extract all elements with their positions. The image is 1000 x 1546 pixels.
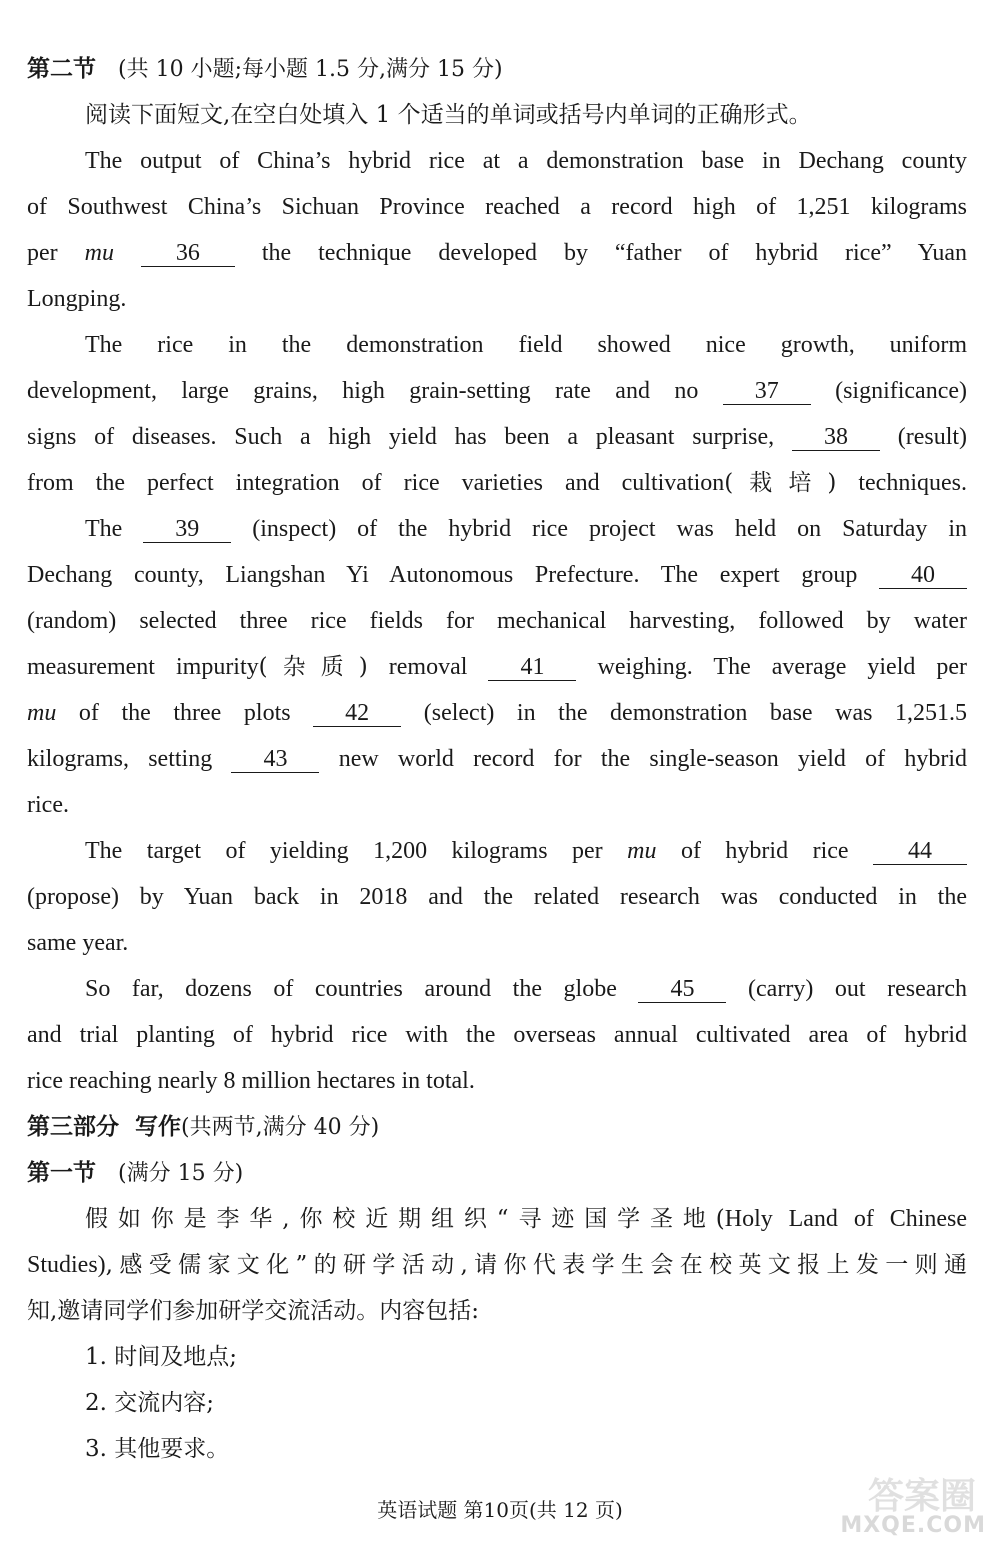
text: new world record for the single-season yield of hybrid [338, 746, 968, 772]
passage-line: (random) selected three rice fields for mechanical harvesting, followed by water [27, 608, 967, 634]
text: So far, dozens of countries around the globe [85, 976, 617, 1002]
passage-line [27, 512, 967, 546]
blank-41[interactable]: 41 [488, 654, 576, 681]
text: (significance) [835, 378, 968, 404]
text-italic: mu [27, 700, 57, 726]
text: signs of diseases. Such a high yield has been a pleasant surprise, [27, 424, 775, 450]
page-footer: 英语试题 第10页(共 12 页) [377, 1498, 623, 1522]
requirement-item: 2. 交流内容; [85, 1390, 215, 1416]
passage-line: and trial planting of hybrid rice with the overseas annual cultivated area of hybrid [27, 1022, 967, 1048]
section-2-title: 第二节 [27, 56, 96, 82]
blank-39[interactable]: 39 [143, 516, 231, 543]
text: (select) in the demonstration base was 1,251.5 [423, 700, 968, 726]
text-cn: (杂质) [258, 654, 368, 680]
passage-line: Longping. [27, 286, 127, 312]
text: Holy Land of Chinese [724, 1206, 968, 1232]
passage-line [27, 558, 967, 592]
text: kilograms, setting [27, 746, 213, 772]
text-italic: mu [84, 240, 114, 266]
blank-45[interactable]: 45 [638, 976, 726, 1003]
blank-43[interactable]: 43 [231, 746, 319, 773]
text: measurement impurity [27, 654, 259, 680]
text: (result) [897, 424, 968, 450]
section-1-note: (满分 15 分) [118, 1161, 244, 1186]
text-cn: (栽培) [724, 470, 837, 496]
passage-line: same year. [27, 930, 129, 956]
blank-44[interactable]: 44 [873, 838, 967, 865]
passage-line [27, 466, 967, 500]
passage-line: The rice in the demonstration field showed nice growth, uniform [85, 332, 967, 358]
writing-prompt-line [27, 1248, 967, 1282]
passage-line [27, 972, 967, 1006]
text-cn: ,感受儒家文化”的研学活动,请你代表学生会在校英文报上发一则通 [105, 1252, 967, 1278]
blank-40[interactable]: 40 [879, 562, 967, 589]
passage-line: rice reaching nearly 8 million hectares in total. [27, 1068, 475, 1094]
text-italic: mu [627, 838, 657, 864]
passage-line [27, 696, 967, 730]
requirement-item: 3. 其他要求。 [85, 1436, 230, 1462]
passage-line [27, 742, 967, 776]
text: development, large grains, high grain-setting rate and no [27, 378, 699, 404]
section-1-title: 第一节 [27, 1160, 96, 1186]
text: weighing. The average yield per [597, 654, 968, 680]
text: techniques. [858, 470, 967, 496]
text: from the perfect integration of rice varieties and cultivation [27, 470, 725, 496]
blank-38[interactable]: 38 [792, 424, 880, 451]
passage-line [27, 834, 967, 868]
text: of the three plots [78, 700, 291, 726]
text: per [27, 240, 58, 266]
passage-line [27, 650, 967, 684]
passage-line [27, 374, 967, 408]
watermark [816, 1468, 986, 1538]
section-1-heading [27, 1156, 967, 1191]
text: removal [388, 654, 468, 680]
section-2-heading [27, 52, 967, 87]
blank-42[interactable]: 42 [313, 700, 401, 727]
passage-line [27, 420, 967, 454]
part-3-title: 第三部分 写作 [27, 1114, 182, 1140]
watermark-logo: 答案圈 [867, 1476, 976, 1517]
text-cn: 假如你是李华,你校近期组织“寻迹国学圣地( [85, 1206, 725, 1232]
part-3-note: (共两节,满分 40 分) [181, 1115, 380, 1140]
watermark-site: MXQE.COM [840, 1513, 986, 1538]
passage-line: The output of China’s hybrid rice at a demonstration base in Dechang county [85, 148, 967, 174]
passage-line: rice. [27, 792, 69, 818]
blank-37[interactable]: 37 [723, 378, 811, 405]
section-2-note: (共 10 小题;每小题 1.5 分,满分 15 分) [118, 57, 503, 82]
writing-prompt-line: 知,邀请同学们参加研学交流活动。内容包括: [27, 1298, 480, 1324]
text: of hybrid rice [680, 838, 849, 864]
requirement-item: 1. 时间及地点; [85, 1344, 238, 1370]
text: The [85, 516, 123, 542]
section-2-instruction: 阅读下面短文,在空白处填入 1 个适当的单词或括号内单词的正确形式。 [85, 102, 812, 128]
passage-line: (propose) by Yuan back in 2018 and the related research was conducted in the [27, 884, 967, 910]
writing-prompt-line [27, 1202, 967, 1236]
text: Studies) [27, 1252, 106, 1278]
passage-line: of Southwest China’s Sichuan Province reached a record high of 1,251 kilograms [27, 194, 967, 220]
passage-line [27, 236, 967, 270]
text: The target of yielding 1,200 kilograms per [85, 838, 603, 864]
part-3-heading [27, 1110, 967, 1145]
text: Dechang county, Liangshan Yi Autonomous Prefecture. The expert group [27, 562, 858, 588]
blank-36[interactable]: 36 [141, 240, 235, 267]
text: the technique developed by “father of hybrid rice” Yuan [261, 240, 968, 266]
text: (carry) out research [748, 976, 968, 1002]
text: (inspect) of the hybrid rice project was held on Saturday in [252, 516, 968, 542]
